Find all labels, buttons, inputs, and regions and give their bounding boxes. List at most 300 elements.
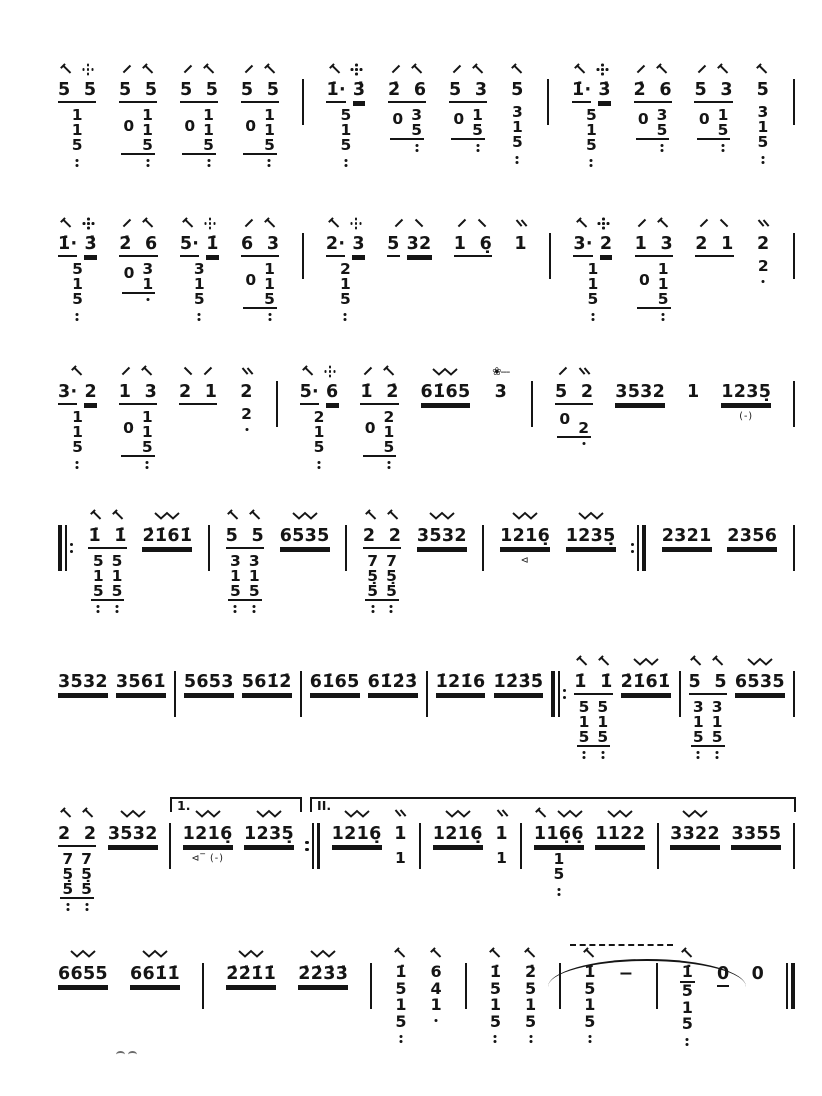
octave-dot (66, 903, 69, 906)
bass-note: 5 (203, 135, 214, 154)
barline (531, 381, 533, 427)
bass-note: 1 (657, 259, 669, 278)
bass-beat (70, 105, 85, 154)
octave-dots (146, 292, 149, 301)
ornament-row (227, 508, 262, 523)
note-cell (566, 508, 616, 549)
melody-note: 1̇2̇3̇5̇ (494, 672, 544, 695)
octave-dot (716, 756, 719, 759)
note-cell (494, 806, 509, 875)
bass-note: 1 (71, 120, 83, 139)
note-cell (662, 508, 712, 549)
melody-note: 661̇1̇ (130, 964, 180, 987)
barline (426, 671, 428, 717)
barline (300, 671, 302, 717)
ornament-row (515, 216, 527, 231)
note-cell (180, 62, 218, 155)
melody-note: 5· (180, 234, 199, 257)
pluck-tick-icon (394, 947, 407, 960)
bar-thin (169, 823, 171, 869)
backslash-ornament-icon (414, 218, 425, 229)
note-cell (280, 508, 330, 549)
octave-dots (76, 455, 79, 469)
bass-note: 5̣ (367, 566, 379, 585)
bass-note: 1 (264, 120, 275, 139)
pluck-tick-icon (583, 947, 596, 960)
note-cell (239, 364, 254, 422)
bass-note: 1 (472, 105, 483, 124)
pluck-tick-icon (365, 509, 378, 522)
pluck-tick-icon (430, 947, 443, 960)
bass-note: 1 (203, 120, 214, 139)
melody-note: 3· (573, 234, 592, 257)
repeat-dot (563, 696, 566, 699)
bass-stack (313, 407, 325, 456)
octave-dot (146, 298, 149, 301)
octave-dot (399, 1035, 402, 1038)
bass-note: 1 (248, 566, 260, 585)
melody-note: 2 (84, 382, 96, 405)
melody-note: 2̇ 6 (388, 80, 426, 103)
pluck-tick-icon (249, 509, 262, 522)
bass-voice (390, 105, 424, 140)
octave-dots (268, 307, 271, 321)
chord-note: 1̇ (395, 962, 407, 981)
bass-note: 5 (72, 289, 83, 308)
note-cell (756, 216, 771, 274)
bass-voice (338, 259, 353, 308)
ornament-row (429, 508, 455, 523)
bar-thin (793, 671, 795, 717)
bass-note: 5 (339, 289, 351, 308)
chord-stack (431, 964, 442, 1014)
melody-note: 2· (326, 234, 345, 257)
bass-note: 5̣ (386, 566, 397, 585)
bass-beat (182, 105, 216, 155)
annotation-below: (-) (739, 410, 754, 422)
bass-note: 7 (367, 551, 379, 570)
chord-note: 5 (489, 978, 501, 998)
octave-dot (476, 149, 479, 152)
octave-dot (761, 161, 764, 164)
bass-note: 1 (383, 422, 395, 441)
bass-stack (92, 551, 104, 600)
bass-note: 5 (230, 581, 241, 600)
bass-note: 5 (578, 727, 590, 746)
octave-dot (601, 756, 604, 759)
slash-ornament-icon (558, 366, 569, 377)
pluck-tick-icon (411, 63, 424, 76)
octave-dot (116, 610, 119, 613)
melody-note: 3 (494, 382, 508, 402)
note-cell (244, 806, 294, 847)
note-cell (241, 216, 279, 309)
bass-note: 5 (367, 581, 379, 600)
bass-note: 2 (313, 407, 325, 426)
bass-note: 3 (411, 105, 422, 124)
volta-1-bracket (170, 797, 302, 812)
octave-dot (476, 144, 479, 147)
bass-note: 5 (511, 133, 523, 151)
bass-note: 3 (193, 259, 205, 278)
bass-stack (230, 551, 241, 600)
bass-beat (91, 551, 125, 601)
ornament-row (496, 806, 508, 821)
bass-stack (142, 105, 153, 154)
ornament-row (681, 946, 694, 961)
bass-beat (584, 105, 599, 154)
octave-dots (318, 455, 321, 469)
bass-note: 5 (92, 581, 104, 600)
pluck-tick-icon (82, 807, 95, 820)
barline (276, 381, 278, 427)
bass-stack (657, 259, 669, 308)
bass-stack (71, 105, 83, 154)
note-cell (58, 62, 96, 153)
annotation-below: ⊲ (520, 554, 530, 566)
bass-stack (411, 105, 422, 139)
bass-beat (585, 259, 600, 308)
melody-note: 3 (352, 234, 364, 257)
octave-dot (697, 751, 700, 754)
zigzag-gliss-icon (70, 949, 96, 958)
melody-note: 32 (407, 234, 432, 257)
bass-note: 5 (193, 289, 205, 308)
bass-note: 1 (141, 422, 153, 441)
octave-dot (716, 751, 719, 754)
octave-dot (494, 1035, 497, 1038)
ornament-row (637, 216, 670, 231)
note-cell (179, 364, 217, 405)
bass-note: 1 (141, 407, 153, 426)
pluck-tick-icon (383, 365, 396, 378)
pluck-tick-icon (756, 63, 769, 76)
barline (657, 823, 659, 869)
note-cell (226, 946, 276, 987)
bass-stack (383, 407, 395, 456)
melody-note: 2̇ 6 (634, 80, 672, 103)
bass-beat (577, 697, 611, 747)
melody-note: 1̇· (58, 234, 77, 257)
melody-note: 1̇ 2̇ (360, 382, 398, 405)
octave-dot (146, 164, 149, 167)
melody-note: 1̇21̇6 (436, 672, 486, 695)
bass-stack (587, 259, 599, 308)
bass-note: 5 (72, 437, 83, 456)
ornament-row (182, 216, 216, 231)
note-cell (755, 62, 770, 150)
ornament-row (757, 216, 769, 231)
volta-2-bracket (310, 797, 796, 812)
chord-note: 6 (430, 962, 442, 981)
pluck-tick-icon (574, 63, 587, 76)
ornament-row (120, 806, 146, 821)
octave-dot (146, 461, 149, 464)
bass-note: 1 (142, 105, 153, 124)
system-6 (58, 798, 795, 899)
bass-voice (557, 410, 591, 438)
pluck-tick-icon (535, 807, 548, 820)
repeat-dots (70, 525, 73, 571)
tremolo-dots-icon (82, 217, 94, 231)
octave-dot (722, 144, 725, 147)
bass-note: 2 (757, 257, 769, 275)
bass-note: 5 (141, 437, 153, 456)
melody-note: 5 5 (226, 526, 264, 549)
bass-note: 5 (757, 133, 769, 151)
pluck-tick-icon (60, 63, 73, 76)
pluck-tick-icon (576, 217, 589, 230)
bass-voice (91, 551, 125, 601)
bar-thin (426, 671, 428, 717)
octave-dot (146, 159, 149, 162)
note-cell (116, 654, 166, 695)
barline (793, 671, 795, 717)
note-cell (615, 364, 665, 405)
bass-rest: 0 (638, 271, 650, 289)
bass-note: 5 (597, 727, 609, 746)
octave-dot (591, 318, 594, 321)
octave-dot (387, 461, 390, 464)
bass-note: 1 (711, 712, 723, 731)
melody-note: 116̣6̣ (534, 824, 584, 847)
octave-dots (557, 882, 560, 896)
octave-dots (198, 307, 201, 321)
note-cell (363, 508, 401, 601)
octave-dot (76, 466, 79, 469)
octave-dots (590, 153, 593, 167)
bass-stack (72, 259, 83, 308)
note-cell (332, 806, 382, 847)
bass-voice (393, 849, 408, 875)
bass-beat (691, 697, 725, 747)
double-tick-icon (757, 218, 769, 229)
repeat-dots (563, 671, 566, 717)
octave-dot (253, 610, 256, 613)
tie-arc (548, 959, 746, 987)
bass-voice (363, 407, 397, 457)
bass-note: 5 (717, 120, 729, 139)
melody-note: 6655 (58, 964, 108, 987)
octave-dots (716, 745, 719, 759)
melody-note: 5 (756, 80, 770, 100)
bass-stack (386, 551, 397, 600)
backslash-ornament-icon (183, 366, 194, 377)
octave-dot (662, 313, 665, 316)
bass-stack (512, 105, 523, 150)
bass-note: 5 (313, 437, 325, 456)
barline (208, 525, 210, 571)
chord-stack (490, 964, 501, 1030)
bass-voice (243, 105, 277, 155)
slash-ornament-icon (244, 218, 255, 229)
bass-note: 3 (692, 697, 704, 716)
octave-dots (245, 422, 248, 431)
octave-dots (387, 455, 390, 469)
octave-dot (76, 461, 79, 464)
note-cell (572, 62, 611, 153)
barline (465, 963, 467, 1009)
octave-dot (661, 149, 664, 152)
barline (302, 79, 304, 125)
melody-note: 1 (686, 382, 700, 402)
note-cell (727, 508, 777, 549)
annotation-below: ⊲‾ (-) (191, 852, 224, 864)
octave-dot (268, 318, 271, 321)
bass-note: 5 (92, 551, 104, 570)
zigzag-gliss-icon (578, 511, 604, 520)
melody-note: 1̇· (572, 80, 591, 103)
melody-note: 1̇ (206, 234, 218, 257)
melody-note: 3532 (108, 824, 158, 847)
bass-voice (192, 259, 207, 308)
ornament-row (329, 62, 363, 77)
bass-stack (264, 105, 275, 154)
note-cell (58, 654, 108, 695)
melody-note: 2 2 (363, 526, 401, 549)
octave-dot (76, 159, 79, 162)
ornament-row (70, 946, 96, 961)
octave-dot (268, 313, 271, 316)
note-cell (180, 216, 219, 307)
bass-voice (339, 105, 354, 154)
ornament-row (60, 216, 94, 231)
volta-1-label: 1. (177, 798, 191, 813)
bass-note: 7 (62, 849, 74, 868)
bar-thin (520, 823, 522, 869)
octave-dots (344, 307, 347, 321)
bass-note: 1 (71, 105, 83, 124)
bass-note: 1 (339, 274, 351, 293)
bass-stack (367, 551, 379, 600)
bass-voice (756, 259, 771, 274)
octave-dot (415, 149, 418, 152)
bass-note: 7 (386, 551, 397, 570)
note-cell (524, 946, 537, 1030)
bass-note: 5 (578, 697, 590, 716)
chord-note: 5 (395, 978, 407, 998)
octave-dot (529, 1040, 532, 1043)
slash-ornament-icon (457, 218, 468, 229)
bass-note: 1 (142, 120, 153, 139)
repeat-dot (305, 848, 308, 851)
note-cell (184, 654, 234, 695)
bass-beat (551, 849, 566, 883)
note-cell (492, 364, 509, 402)
melody-note: 2̇ 6 (119, 234, 157, 257)
bass-beat (393, 849, 408, 875)
bass-beat (451, 105, 485, 140)
bass-note: 5 (472, 120, 483, 139)
note-cell (142, 508, 192, 549)
bass-note: 1 (72, 274, 83, 293)
ornament-row (238, 946, 264, 961)
octave-dot (268, 164, 271, 167)
bar-thin (657, 823, 659, 869)
ornament-row (756, 62, 769, 77)
octave-dots (582, 436, 585, 445)
system-7 (58, 946, 795, 1033)
note-cell (595, 806, 645, 847)
bass-note: 1 (757, 118, 769, 136)
slash-ornament-icon (391, 64, 402, 75)
ornament-row (121, 364, 154, 379)
bass-stack (717, 105, 729, 139)
tremolo-dots-icon (351, 63, 363, 77)
bass-stack (578, 697, 590, 746)
octave-dots (697, 745, 700, 759)
note-cell (58, 216, 97, 307)
bass-note: 5 (587, 289, 599, 308)
double-tick-icon (394, 808, 406, 819)
bass-beat (121, 407, 155, 457)
bass-beat (70, 259, 85, 308)
slash-ornament-icon (697, 64, 708, 75)
octave-dot (415, 144, 418, 147)
note-cell (721, 364, 771, 422)
note-cell (489, 946, 502, 1030)
note-cell (510, 62, 525, 150)
octave-dot (76, 313, 79, 316)
bass-voice (70, 105, 85, 154)
bass-note: 5 (264, 289, 275, 308)
bass-note: 1 (264, 274, 275, 293)
octave-dot (662, 318, 665, 321)
bass-beat (60, 849, 94, 899)
note-cell (635, 216, 673, 309)
note-cell (494, 654, 544, 695)
bar-thin (558, 671, 560, 717)
note-cell (695, 216, 733, 257)
bass-voice (585, 259, 600, 308)
slash-ornament-icon (203, 366, 214, 377)
bass-note: 3 (511, 103, 523, 121)
bass-stack (711, 697, 723, 746)
note-cell (417, 508, 467, 549)
tremolo-dashed-line (570, 944, 673, 946)
pluck-tick-icon (141, 365, 154, 378)
ornament-row (432, 364, 458, 379)
melody-note: 1̇ 1̇ (574, 672, 612, 695)
pluck-tick-icon (712, 655, 725, 668)
pluck-tick-icon (182, 217, 195, 230)
ornament-row (363, 364, 396, 379)
octave-dots (97, 599, 100, 613)
ornament-row (71, 364, 84, 379)
pluck-tick-icon (264, 63, 277, 76)
bar-thin (547, 79, 549, 125)
note-cell (735, 654, 785, 695)
melody-note: 1 (514, 234, 527, 254)
melody-note: 2 1 (695, 234, 733, 257)
bass-voice (637, 259, 671, 309)
ornament-row (328, 216, 362, 231)
melody-note: 1235̣ (244, 824, 294, 847)
bass-voice (697, 105, 731, 140)
repeat-open-barline (58, 525, 73, 571)
chord-note: 1̇ (681, 962, 693, 981)
pluck-tick-icon (142, 63, 155, 76)
pluck-tick-icon (112, 509, 125, 522)
repeat-dots (305, 823, 308, 869)
melody-note: 1 (495, 824, 508, 844)
chord-note: 5 (524, 978, 537, 998)
octave-dots (476, 138, 479, 152)
octave-dot (207, 164, 210, 167)
ornament-row (489, 946, 502, 961)
ornament-row (310, 946, 336, 961)
note-cell (326, 62, 365, 153)
